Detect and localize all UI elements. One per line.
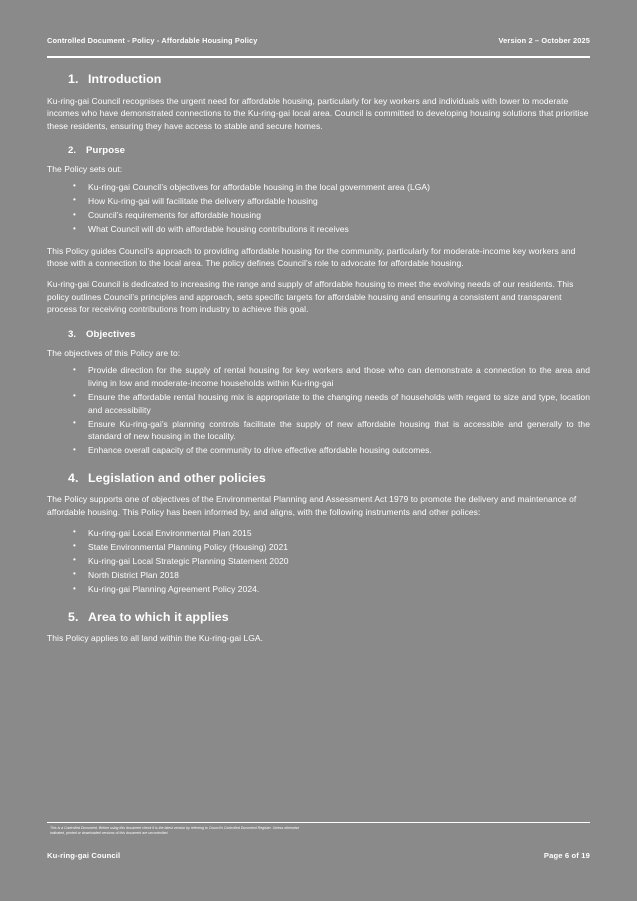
bullet-list-purpose <box>47 181 590 236</box>
footer-fineprint <box>50 826 587 835</box>
list-item: • Ku-ring-gai Local Environmental Plan 2015 <box>47 527 590 540</box>
section-title-area: Area to which it applies <box>88 609 229 624</box>
list-item: • Enhance overall capacity of the community to drive effective affordable housing outcomes. <box>47 444 590 457</box>
lead-objectives: The objectives of this Policy are to: <box>47 347 181 358</box>
list-item: • Ensure Ku-ring-gai’s planning controls facilitate the supply of new affordable housing that is accessible and generally to the standard of new housing in the locality. <box>47 418 590 443</box>
paragraph-area: This Policy applies to all land within the Ku-ring-gai LGA. <box>47 633 264 644</box>
lead-purpose: The Policy sets out: <box>47 164 123 175</box>
list-item: • How Ku-ring-gai will facilitate the delivery affordable housing <box>47 195 590 208</box>
section-number-purpose: 2. <box>68 145 77 157</box>
section-number-objectives: 3. <box>68 328 77 340</box>
list-item: • State Environmental Planning Policy (Housing) 2021 <box>47 541 590 554</box>
list-item: • Ku-ring-gai Local Strategic Planning Statement 2020 <box>47 555 590 568</box>
footer-organisation: Ku-ring-gai Council <box>47 851 121 860</box>
header-version: Version 2 – October 2025 <box>498 36 590 45</box>
document-body <box>47 72 590 653</box>
bullet-list-objectives <box>47 364 590 457</box>
list-item: • North District Plan 2018 <box>47 569 590 582</box>
list-item: • What Council will do with affordable housing contributions it receives <box>47 223 590 236</box>
footer-page-number: Page 6 of 19 <box>543 851 590 860</box>
section-heading-area <box>47 610 590 626</box>
section-title-purpose: Purpose <box>86 145 126 157</box>
footer-fineprint-line-2: indicated, printed or downloaded versions of this document are uncontrolled. <box>50 830 169 835</box>
paragraph-purpose-2: Ku-ring-gai Council is dedicated to increasing the range and supply of affordable housing to meet the evolving needs of our residents. This policy outlines Council’s principles and approach, sets specific targets for affordable housing and ensuring a consistent and transparent process for receiving contributions from industry to achieve this goal. <box>47 278 574 315</box>
footer-fineprint-line-1: This is a Controlled Document. Before using this document check it is the latest version by referring to Council's Controlled Document Register. Unless otherwise <box>50 826 300 830</box>
section-title-legislation: Legislation and other policies <box>88 470 266 485</box>
list-item: • Ku-ring-gai Planning Agreement Policy 2024. <box>47 583 590 596</box>
list-item: • Ku-ring-gai Council’s objectives for affordable housing in the local government area (LGA) <box>47 181 590 194</box>
section-heading-objectives <box>47 329 590 341</box>
list-item: • Council’s requirements for affordable housing <box>47 209 590 222</box>
header-document-title: Controlled Document - Policy - Affordable Housing Policy <box>47 36 258 45</box>
paragraph-legislation: The Policy supports one of objectives of the Environmental Planning and Assessment Act 1979 to promote the delivery and maintenance of affordable housing. This Policy has been informed by, and aligns, with the following instruments and other polices: <box>47 494 577 518</box>
document-footer <box>47 851 590 860</box>
section-number-legislation: 4. <box>68 470 79 485</box>
paragraph-introduction: Ku-ring-gai Council recognises the urgent need for affordable housing, particularly for key workers and individuals with lower to moderate incomes who have demonstrated connections to the Ku-ring-gai local area. Council is committed to developing housing solutions that prioritise these residents, ensuring they have access to stable and secure homes. <box>47 95 589 131</box>
section-title-introduction: Introduction <box>88 72 162 86</box>
bullet-list-legislation <box>47 527 590 596</box>
section-title-objectives: Objectives <box>86 328 136 340</box>
section-heading-introduction <box>47 72 590 88</box>
section-heading-legislation <box>47 471 590 487</box>
section-number-introduction: 1. <box>68 72 79 86</box>
section-heading-purpose <box>47 145 590 157</box>
list-item: • Ensure the affordable rental housing mix is appropriate to the changing needs of households with regard to size and type, location and accessibility <box>47 391 590 416</box>
document-header <box>47 36 590 45</box>
paragraph-purpose-1: This Policy guides Council’s approach to providing affordable housing for the community, particularly for moderate-income key workers and those with a connection to the local area. The policy defines Council’s role to advocate for affordable housing. <box>47 245 576 269</box>
list-item: • Provide direction for the supply of rental housing for key workers and those who can demonstrate a connection to the area and living in low and moderate-income households within Ku-ring-gai <box>47 364 590 389</box>
header-divider <box>47 56 590 58</box>
footer-divider <box>47 822 590 823</box>
section-number-area: 5. <box>68 609 79 624</box>
